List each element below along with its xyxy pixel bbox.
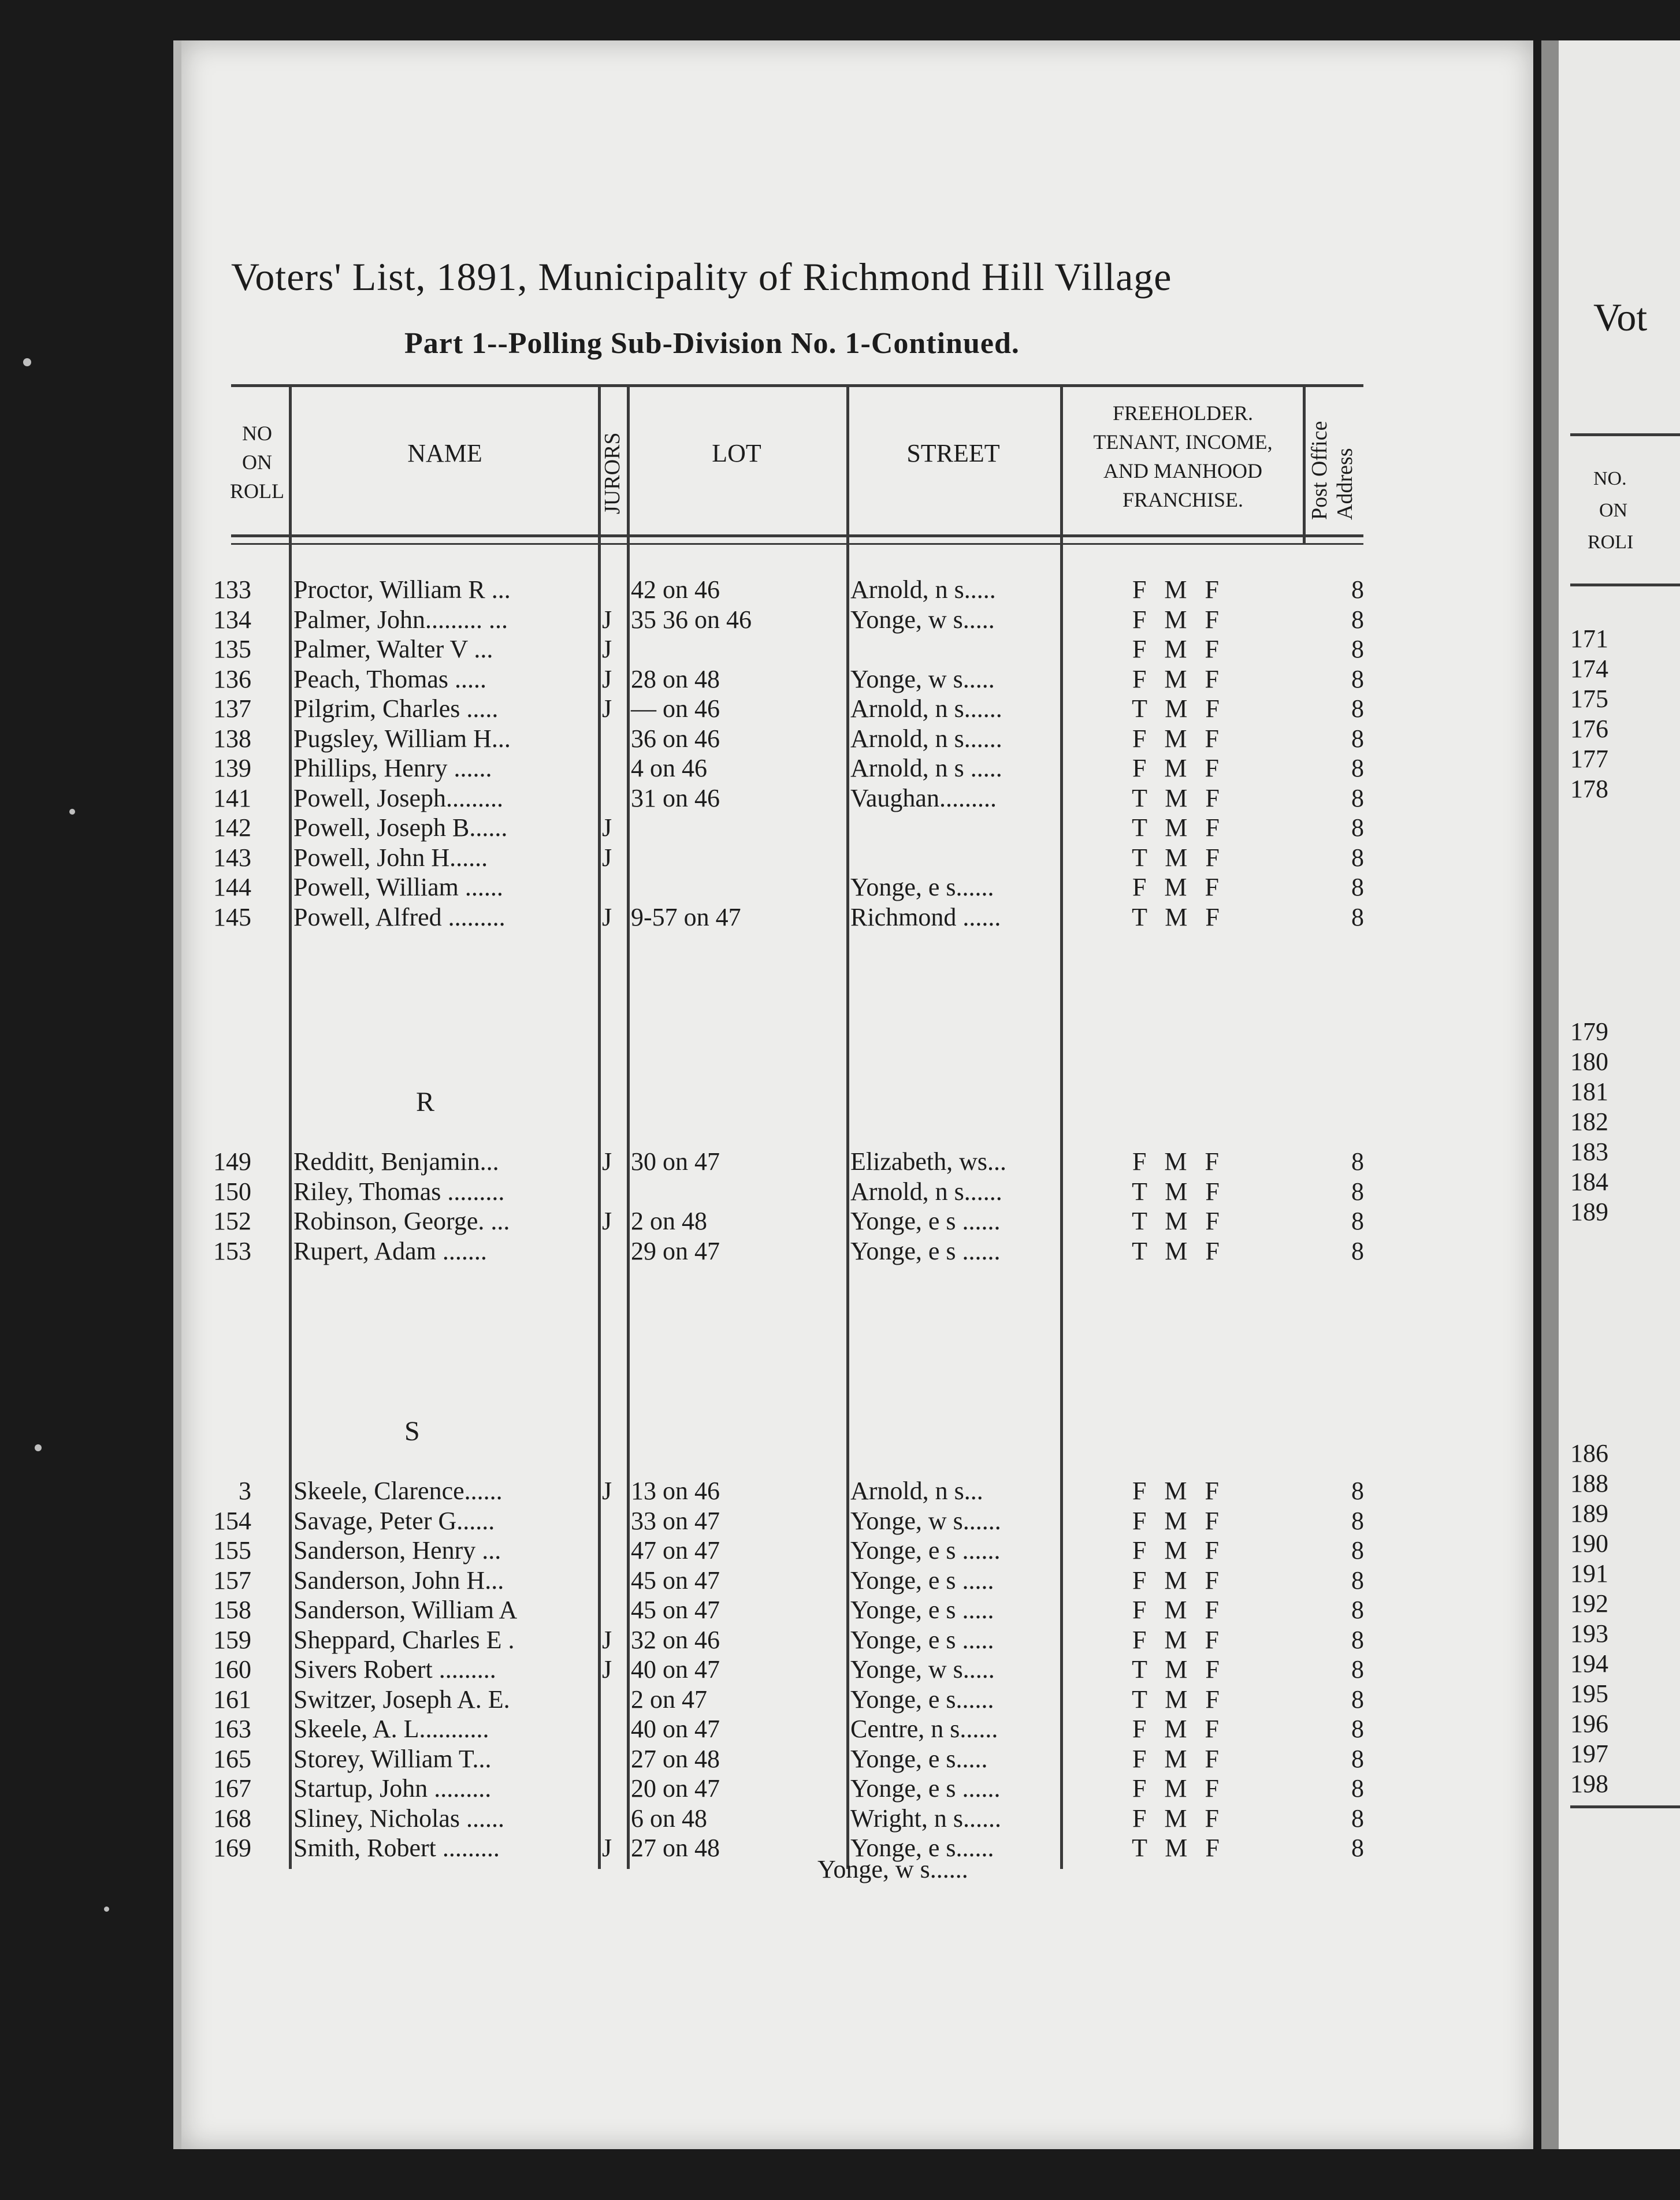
roll-number: 133 xyxy=(213,575,251,604)
voter-name: Switzer, Joseph A. E. xyxy=(293,1685,510,1714)
post-office-address: 8 xyxy=(1351,1655,1364,1684)
adjacent-roll-number: 194 xyxy=(1570,1649,1608,1678)
street-value: Yonge, w s..... xyxy=(850,605,995,634)
lot-value: 9-57 on 47 xyxy=(631,903,741,931)
adjacent-roll-number: 189 xyxy=(1570,1198,1608,1226)
franchise-code: T M F xyxy=(1132,1177,1225,1206)
lot-value: 6 on 48 xyxy=(631,1804,707,1833)
adjacent-roll-number: 176 xyxy=(1570,715,1608,743)
street-value: Yonge, e s ..... xyxy=(850,1566,994,1595)
roll-number: 149 xyxy=(213,1147,251,1176)
lot-value: 45 on 47 xyxy=(631,1566,720,1595)
adjacent-page-header-roll: ROLI xyxy=(1588,532,1634,553)
page-subtitle: Part 1--Polling Sub-Division No. 1-Continued. xyxy=(404,327,1020,360)
lot-value: 20 on 47 xyxy=(631,1774,720,1803)
roll-number: 144 xyxy=(213,873,251,901)
roll-number: 168 xyxy=(213,1804,251,1833)
franchise-code: T M F xyxy=(1132,1207,1225,1235)
roll-number: 142 xyxy=(213,813,251,842)
column-divider xyxy=(1060,384,1063,1869)
lot-value: 28 on 48 xyxy=(631,665,720,693)
header-post-office: Post Office Address xyxy=(1307,421,1357,520)
adjacent-roll-number: 191 xyxy=(1570,1559,1608,1588)
roll-number: 169 xyxy=(213,1834,251,1862)
street-value: Arnold, n s...... xyxy=(850,1177,1002,1206)
post-office-address: 8 xyxy=(1351,694,1364,723)
post-office-address: 8 xyxy=(1351,873,1364,901)
lot-value: 47 on 47 xyxy=(631,1536,720,1564)
lot-value: 32 on 46 xyxy=(631,1626,720,1654)
roll-number: 145 xyxy=(213,903,251,931)
header-jurors: JURORS xyxy=(600,432,625,514)
adjacent-roll-number: 171 xyxy=(1570,625,1608,653)
lot-value: 36 on 46 xyxy=(631,724,720,753)
adjacent-roll-number: 192 xyxy=(1570,1589,1608,1618)
post-office-address: 8 xyxy=(1351,1507,1364,1535)
voter-name: Redditt, Benjamin... xyxy=(293,1147,499,1176)
adjacent-page-rule xyxy=(1570,1805,1680,1808)
scan-speck xyxy=(23,358,31,366)
franchise-code: F M F xyxy=(1132,1536,1225,1564)
header-franchise: FREEHOLDER. TENANT, INCOME, AND MANHOOD FRANCHISE. xyxy=(1093,402,1273,511)
post-office-address: 8 xyxy=(1351,1745,1364,1773)
post-office-address: 8 xyxy=(1351,1774,1364,1803)
roll-number: 152 xyxy=(213,1207,251,1235)
juror-mark: J xyxy=(602,813,612,842)
adjacent-roll-number: 182 xyxy=(1570,1108,1608,1136)
adjacent-roll-number: 190 xyxy=(1570,1529,1608,1558)
roll-number: 159 xyxy=(213,1626,251,1654)
roll-number: 143 xyxy=(213,843,251,872)
juror-mark: J xyxy=(602,665,612,693)
lot-value: 45 on 47 xyxy=(631,1596,720,1624)
street-value: Arnold, n s...... xyxy=(850,694,1002,723)
juror-mark: J xyxy=(602,1477,612,1505)
roll-number: 137 xyxy=(213,694,251,723)
lot-value: 33 on 47 xyxy=(631,1507,720,1535)
juror-mark: J xyxy=(602,605,612,634)
lot-value: 27 on 48 xyxy=(631,1834,720,1862)
franchise-code: F M F xyxy=(1132,1804,1225,1833)
post-office-address: 8 xyxy=(1351,575,1364,604)
adjacent-roll-number: 186 xyxy=(1570,1439,1608,1467)
lot-value: 4 on 46 xyxy=(631,754,707,782)
roll-number: 138 xyxy=(213,724,251,753)
adjacent-roll-number: 177 xyxy=(1570,745,1608,773)
scan-speck xyxy=(35,1444,42,1451)
juror-mark: J xyxy=(602,694,612,723)
adjacent-roll-number: 195 xyxy=(1570,1679,1608,1708)
adjacent-page-rule xyxy=(1570,584,1680,586)
lot-value: 40 on 47 xyxy=(631,1655,720,1684)
post-office-address: 8 xyxy=(1351,1177,1364,1206)
roll-number: 160 xyxy=(213,1655,251,1684)
post-office-address: 8 xyxy=(1351,724,1364,753)
franchise-code: T M F xyxy=(1132,1685,1225,1714)
juror-mark: J xyxy=(602,843,612,872)
roll-number: 139 xyxy=(213,754,251,782)
franchise-code: F M F xyxy=(1132,605,1225,634)
voter-name: Pugsley, William H... xyxy=(293,724,511,753)
voter-name: Sliney, Nicholas ...... xyxy=(293,1804,504,1833)
post-office-address: 8 xyxy=(1351,665,1364,693)
street-value: Arnold, n s... xyxy=(850,1477,983,1505)
post-office-address: 8 xyxy=(1351,1237,1364,1265)
post-office-address: 8 xyxy=(1351,784,1364,812)
franchise-code: F M F xyxy=(1132,1626,1225,1654)
juror-mark: J xyxy=(602,903,612,931)
adjacent-roll-number: 184 xyxy=(1570,1168,1608,1196)
franchise-code: T M F xyxy=(1132,1655,1225,1684)
adjacent-roll-number: 180 xyxy=(1570,1047,1608,1076)
post-office-address: 8 xyxy=(1351,1596,1364,1624)
adjacent-page xyxy=(1541,40,1680,2149)
juror-mark: J xyxy=(602,1834,612,1862)
roll-number: 134 xyxy=(213,605,251,634)
header-name: NAME xyxy=(407,439,482,467)
voter-name: Robinson, George. ... xyxy=(293,1207,510,1235)
street-value: Arnold, n s...... xyxy=(850,724,1002,753)
street-value: Centre, n s...... xyxy=(850,1715,998,1743)
post-office-address: 8 xyxy=(1351,903,1364,931)
lot-value: 31 on 46 xyxy=(631,784,720,812)
lot-value: 30 on 47 xyxy=(631,1147,720,1176)
post-office-address: 8 xyxy=(1351,605,1364,634)
street-value: Yonge, e s ...... xyxy=(850,1774,1001,1803)
header-street: STREET xyxy=(906,439,1000,467)
roll-number: 155 xyxy=(213,1536,251,1564)
juror-mark: J xyxy=(602,1207,612,1235)
page-title: Voters' List, 1891, Municipality of Richmond Hill Village xyxy=(231,255,1172,299)
street-value: Yonge, e s ...... xyxy=(850,1237,1001,1265)
header-roll: NO ON ROLL xyxy=(230,422,284,503)
street-value: Yonge, e s ...... xyxy=(850,1536,1001,1564)
roll-number: 154 xyxy=(213,1507,251,1535)
post-office-address: 8 xyxy=(1351,754,1364,782)
roll-number: 165 xyxy=(213,1745,251,1773)
adjacent-roll-number: 174 xyxy=(1570,655,1608,683)
franchise-code: T M F xyxy=(1132,843,1225,872)
column-divider xyxy=(289,384,292,1869)
street-value: Arnold, n s..... xyxy=(850,575,996,604)
post-office-address: 8 xyxy=(1351,1536,1364,1564)
voter-name: Proctor, William R ... xyxy=(293,575,511,604)
voter-name: Powell, Alfred ......... xyxy=(293,903,506,931)
voter-name: Peach, Thomas ..... xyxy=(293,665,487,693)
franchise-code: T M F xyxy=(1132,1834,1225,1862)
lot-value: 29 on 47 xyxy=(631,1237,720,1265)
franchise-code: F M F xyxy=(1132,724,1225,753)
post-office-address: 8 xyxy=(1351,1477,1364,1505)
roll-number: 167 xyxy=(213,1774,251,1803)
roll-number: 153 xyxy=(213,1237,251,1265)
voter-name: Sivers Robert ......... xyxy=(293,1655,496,1684)
adjacent-roll-number: 179 xyxy=(1570,1017,1608,1046)
lot-value: 2 on 48 xyxy=(631,1207,707,1235)
roll-number: 141 xyxy=(213,784,251,812)
voter-name: Powell, Joseph......... xyxy=(293,784,503,812)
voter-name: Rupert, Adam ....... xyxy=(293,1237,487,1265)
adjacent-roll-number: 189 xyxy=(1570,1499,1608,1528)
post-office-address: 8 xyxy=(1351,813,1364,842)
voter-name: Palmer, John......... ... xyxy=(293,605,508,634)
section-letter: S xyxy=(404,1416,420,1447)
post-office-address: 8 xyxy=(1351,843,1364,872)
roll-number: 157 xyxy=(213,1566,251,1595)
adjacent-roll-number: 188 xyxy=(1570,1469,1608,1497)
franchise-code: F M F xyxy=(1132,635,1225,663)
street-value: Yonge, w s..... xyxy=(850,665,995,693)
adjacent-roll-number: 175 xyxy=(1570,685,1608,713)
voter-name: Smith, Robert ......... xyxy=(293,1834,500,1862)
post-office-address: 8 xyxy=(1351,1626,1364,1654)
lot-value: — on 46 xyxy=(631,694,720,723)
post-office-address: 8 xyxy=(1351,1566,1364,1595)
juror-mark: J xyxy=(602,1147,612,1176)
franchise-code: F M F xyxy=(1132,1147,1225,1176)
voter-name: Powell, William ...... xyxy=(293,873,503,901)
voter-name: Sanderson, Henry ... xyxy=(293,1536,501,1564)
franchise-code: T M F xyxy=(1132,813,1225,842)
juror-mark: J xyxy=(602,1626,612,1654)
post-office-address: 8 xyxy=(1351,1715,1364,1743)
adjacent-roll-number: 193 xyxy=(1570,1619,1608,1648)
franchise-code: T M F xyxy=(1132,784,1225,812)
voter-name: Startup, John ......... xyxy=(293,1774,492,1803)
street-value: Yonge, e s ...... xyxy=(850,1207,1001,1235)
adjacent-page-header-no: NO. xyxy=(1593,468,1627,489)
voter-name: Savage, Peter G...... xyxy=(293,1507,495,1535)
franchise-code: F M F xyxy=(1132,665,1225,693)
adjacent-roll-number: 181 xyxy=(1570,1077,1608,1106)
voter-name: Skeele, Clarence...... xyxy=(293,1477,503,1505)
post-office-address: 8 xyxy=(1351,1834,1364,1862)
adjacent-roll-number: 196 xyxy=(1570,1710,1608,1738)
franchise-code: F M F xyxy=(1132,754,1225,782)
header-lot: LOT xyxy=(712,439,761,467)
voter-name: Powell, John H...... xyxy=(293,843,488,872)
street-value: Yonge, w s...... xyxy=(850,1507,1001,1535)
roll-number: 135 xyxy=(213,635,251,663)
street-value: Yonge, e s..... xyxy=(850,1745,988,1773)
franchise-code: F M F xyxy=(1132,1774,1225,1803)
voter-name: Phillips, Henry ...... xyxy=(293,754,492,782)
roll-number: 163 xyxy=(213,1715,251,1743)
column-divider xyxy=(627,384,630,1869)
adjacent-roll-number: 178 xyxy=(1570,775,1608,803)
franchise-code: T M F xyxy=(1132,1237,1225,1265)
adjacent-page-rule xyxy=(1570,433,1680,436)
voter-name: Skeele, A. L........... xyxy=(293,1715,489,1743)
voter-name: Sheppard, Charles E . xyxy=(293,1626,515,1654)
voter-name: Palmer, Walter V ... xyxy=(293,635,493,663)
post-office-address: 8 xyxy=(1351,1685,1364,1714)
roll-number: 3 xyxy=(239,1477,251,1505)
section-letter: R xyxy=(416,1087,435,1117)
roll-number: 161 xyxy=(213,1685,251,1714)
street-value: Yonge, e s ..... xyxy=(850,1626,994,1654)
adjacent-roll-number: 198 xyxy=(1570,1770,1608,1798)
voter-name: Pilgrim, Charles ..... xyxy=(293,694,499,723)
header-bottom-rule-double xyxy=(231,543,1363,545)
street-value: Vaughan......... xyxy=(850,784,997,812)
lot-value: 13 on 46 xyxy=(631,1477,720,1505)
juror-mark: J xyxy=(602,1655,612,1684)
street-value: Arnold, n s ..... xyxy=(850,754,1002,782)
lot-value: 35 36 on 46 xyxy=(631,605,752,634)
post-office-address: 8 xyxy=(1351,1207,1364,1235)
roll-number: 136 xyxy=(213,665,251,693)
franchise-code: F M F xyxy=(1132,873,1225,901)
voter-name: Sanderson, William A xyxy=(293,1596,518,1624)
street-value: Elizabeth, ws... xyxy=(850,1147,1007,1176)
adjacent-roll-number: 183 xyxy=(1570,1138,1608,1166)
column-divider xyxy=(846,384,849,1869)
header-bottom-rule xyxy=(231,534,1363,537)
voter-name: Powell, Joseph B...... xyxy=(293,813,508,842)
street-value: Wright, n s...... xyxy=(850,1804,1001,1833)
street-value: Yonge, e s ..... xyxy=(850,1596,994,1624)
street-value: Yonge, e s...... xyxy=(850,873,994,901)
franchise-code: F M F xyxy=(1132,1566,1225,1595)
post-office-address: 8 xyxy=(1351,1804,1364,1833)
franchise-code: F M F xyxy=(1132,1507,1225,1535)
lot-value: 27 on 48 xyxy=(631,1745,720,1773)
street-value: Yonge, w s..... xyxy=(850,1655,995,1684)
adjacent-page-header-on: ON xyxy=(1599,500,1628,521)
juror-mark: J xyxy=(602,635,612,663)
franchise-code: F M F xyxy=(1132,1715,1225,1743)
franchise-code: F M F xyxy=(1132,575,1225,604)
scan-speck xyxy=(69,809,75,815)
street-value: Richmond ...... xyxy=(850,903,1001,931)
roll-number: 158 xyxy=(213,1596,251,1624)
scan-speck xyxy=(104,1907,109,1912)
lot-value: 40 on 47 xyxy=(631,1715,720,1743)
street-value: Yonge, e s...... xyxy=(850,1685,994,1714)
adjacent-roll-number: 197 xyxy=(1570,1740,1608,1768)
lot-value: 2 on 47 xyxy=(631,1685,707,1714)
column-divider xyxy=(598,384,601,1869)
voter-name: Storey, William T... xyxy=(293,1745,492,1773)
adjacent-page-title: Vot xyxy=(1593,295,1648,339)
voter-name: Sanderson, John H... xyxy=(293,1566,504,1595)
franchise-code: T M F xyxy=(1132,694,1225,723)
street-value: Yonge, e s...... xyxy=(850,1834,994,1862)
post-office-address: 8 xyxy=(1351,1147,1364,1176)
franchise-code: T M F xyxy=(1132,903,1225,931)
street-value: Yonge, w s...... xyxy=(817,1855,968,1883)
roll-number: 150 xyxy=(213,1177,251,1206)
lot-value: 42 on 46 xyxy=(631,575,720,604)
table-top-rule xyxy=(231,384,1363,387)
franchise-code: F M F xyxy=(1132,1596,1225,1624)
column-divider xyxy=(1303,384,1306,543)
franchise-code: F M F xyxy=(1132,1477,1225,1505)
voter-name: Riley, Thomas ......... xyxy=(293,1177,505,1206)
post-office-address: 8 xyxy=(1351,635,1364,663)
franchise-code: F M F xyxy=(1132,1745,1225,1773)
